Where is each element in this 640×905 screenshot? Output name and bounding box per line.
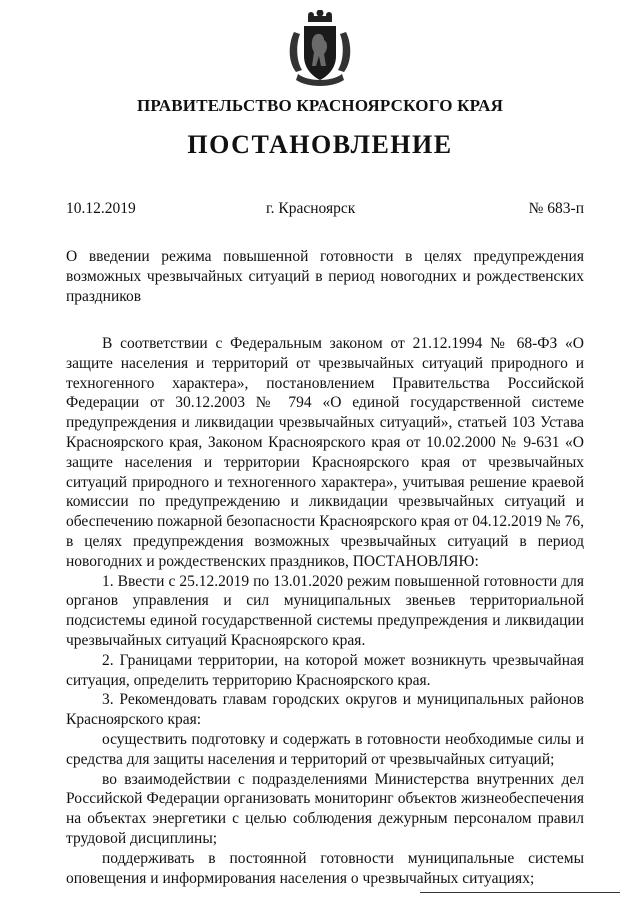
clause-2: 2. Границами территории, на которой может возникнуть чрезвычайная ситуация, определить территорию Красноярского края. xyxy=(66,651,584,689)
document-number: № 683-п xyxy=(528,200,584,217)
clause-1: 1. Ввести с 25.12.2019 по 13.01.2020 режим повышенной готовности для органов управления и сил муниципальных звеньев территориальной подсистемы единой государственной системы предупреждения и ликвидации чрезвычайных ситуаций Красноярского края. xyxy=(66,572,584,649)
coat-of-arms-icon xyxy=(284,10,356,90)
clause-3: 3. Рекомендовать главам городских округов и муниципальных районов Красноярского края: xyxy=(66,691,584,729)
document-type-title: ПОСТАНОВЛЕНИЕ xyxy=(187,130,453,159)
document-date: 10.12.2019 xyxy=(66,200,136,217)
government-title: ПРАВИТЕЛЬСТВО КРАСНОЯРСКОГО КРАЯ xyxy=(136,96,504,115)
clause-3-item: осуществить подготовку и содержать в готовности необходимые силы и средства для защиты населения и территорий от чрезвычайных ситуаций; xyxy=(66,730,584,768)
clause-3-item: во взаимодействии с подразделениями Министерства внутренних дел Российской Федерации организовать мониторинг объектов жизнеобеспечения на объектах энергетики с целью соблюдения дежурным персоналом правил трудовой дисциплины; xyxy=(66,770,584,847)
clause-3-item: поддерживать в постоянной готовности муниципальные системы оповещения и информирования населения о чрезвычайных ситуациях; xyxy=(66,849,584,887)
preamble-paragraph: В соответствии с Федеральным законом от 21.12.1994 № 68-ФЗ «О защите населения и территорий от чрезвычайных ситуаций природного и техногенного характера», постановлением Правительства Российской Федерации от 30.12.2003 № 794 «О единой государственной системе предупреждения и ликвидации чрезвычайных ситуаций», статьей 103 Устава Красноярского края, Законом Красноярского края от 10.02.2000 № 9-631 «О защите населения и территории Красноярского края от чрезвычайных ситуаций природного и техногенного характера», учитывая решение краевой комиссии по предупреждению и ликвидации чрезвычайных ситуаций и обеспечению пожарной безопасности Красноярского края от 04.12.2019 № 76, в целях предупреждения возможных чрезвычайных ситуаций в период новогодних и рождественских праздников, ПОСТАНОВЛЯЮ: xyxy=(66,335,584,570)
footer-rule xyxy=(420,892,620,893)
document-place: г. Красноярск xyxy=(266,200,356,217)
document-subject: О введении режима повышенной готовности в целях предупреждения возможных чрезвычайных ситуаций в период новогодних и рождественских праздников xyxy=(66,248,584,305)
document-body xyxy=(66,334,584,888)
